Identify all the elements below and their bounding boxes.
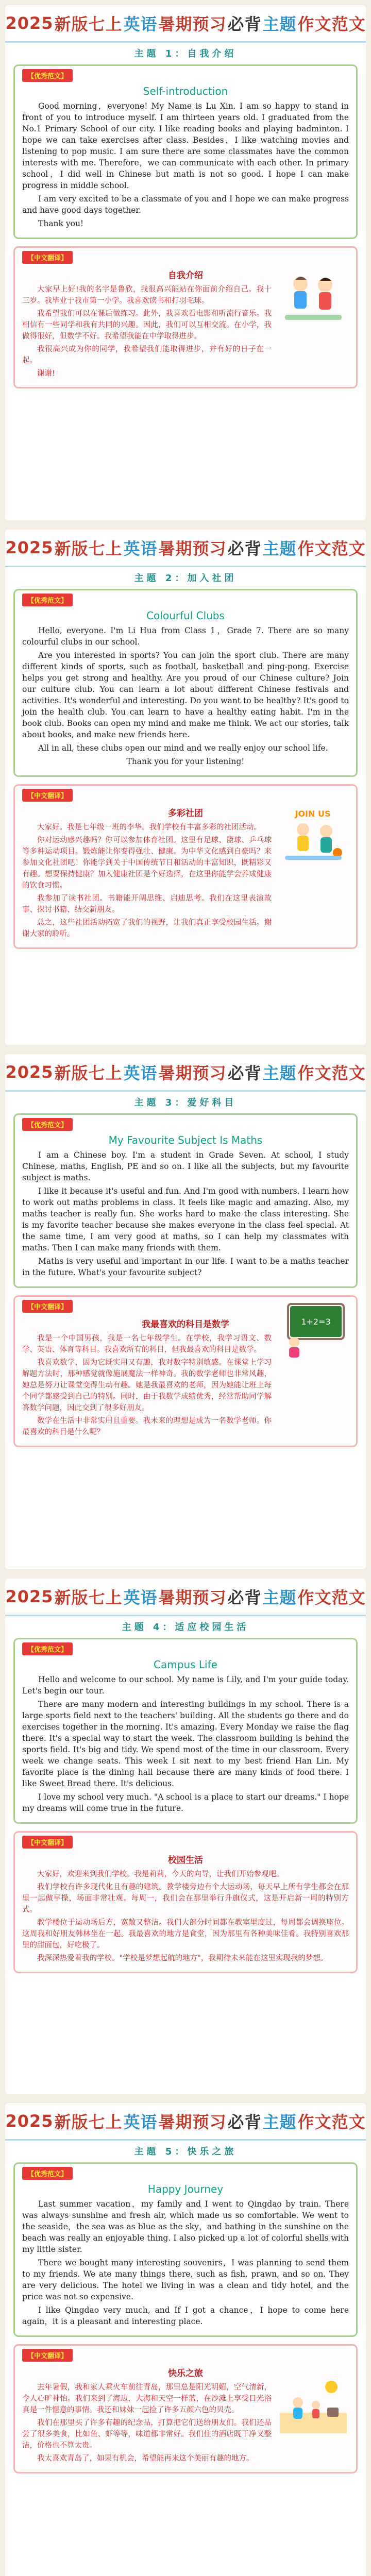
title-part: 作文范文 bbox=[297, 2112, 366, 2132]
english-paragraph: I am very excited to be a classmate of you and I hope we can make progress and have good days together. bbox=[22, 194, 349, 215]
chinese-translation-box bbox=[13, 1295, 358, 1447]
chinese-title: 快乐之旅 bbox=[168, 2368, 203, 2379]
english-paragraph: Hello and welcome to our school. My name is Lily, and I'm your guide today. Let's begin our tour. bbox=[22, 1675, 349, 1696]
title-part: 暑期预习 bbox=[158, 14, 227, 34]
english-paragraph: Thank you for your listening! bbox=[126, 757, 245, 766]
english-tag: 【优秀范文】 bbox=[22, 2167, 73, 2180]
chinese-paragraph: 你对运动感兴趣吗？你可以参加体育社团。这里有足球、篮球、乒乓球等多种运动项目。锻炼能让你变得强壮、健康。为中华文化感到自豪吗？来参加文化社团吧！你能学到关于中国传统节日和活动的丰富知识，既精彩又有趣。想要保持健康？加入健康社团是个好选择，在这里你能学会养成健康的饮食习惯。 bbox=[22, 836, 272, 890]
chinese-paragraph: 我很高兴成为你的同学，我希望我们能取得进步，并有好的日子在一起。 bbox=[22, 345, 272, 365]
chinese-paragraph: 数学在生活中非常实用且重要。我未来的理想是成为一名数学老师。你最喜欢的科目是什么呢？ bbox=[22, 1417, 272, 1436]
chinese-paragraph: 我希望我们可以在课后做练习。此外，我喜欢看电影和听流行音乐。我相信有一些同学和我有共同的兴趣。因此，我们可以互相交流。在小学，我做得很好，但数学不好。我希望我能在中学取得进步。 bbox=[22, 310, 272, 341]
english-essay-box bbox=[13, 1113, 358, 1288]
title-part: 主题 bbox=[262, 1588, 297, 1607]
chinese-text bbox=[22, 1333, 272, 1438]
chinese-tag: 【中文翻译】 bbox=[22, 789, 73, 802]
title-part: 新版七上 bbox=[54, 2112, 123, 2132]
english-paragraph: I like it because it's useful and fun. And I'm good with numbers. I learn how to work out maths problems in class. It feels like magic and amazing. Also, my maths teacher is really fun. She works hard to make the class interesting. She is my favorite teacher because she makes everyone in the class feel special. At the same time, I am very good at maths, so I can help my classmates with maths. Then I can make many friends with them. bbox=[22, 1187, 349, 1252]
english-paragraph: Thank you! bbox=[38, 219, 84, 228]
chinese-title: 多彩社团 bbox=[168, 808, 203, 819]
title-year: 2025 bbox=[5, 2111, 54, 2131]
kids-illustration bbox=[280, 268, 347, 325]
english-text bbox=[22, 1674, 349, 1814]
title-part: 主题 bbox=[262, 1063, 297, 1083]
english-paragraph: Maths is very useful and important in our life. I want to be a maths teacher in the future. What's your favourite subject? bbox=[22, 1257, 349, 1277]
chinese-paragraph: 我参加了读书社团。书籍能开阔思维、启迪思考。我们在这里表演故事、探讨书籍、结交新朋友。 bbox=[22, 894, 272, 914]
chinese-title: 自我介绍 bbox=[168, 270, 203, 281]
section-title-banner bbox=[5, 1054, 366, 1092]
title-year: 2025 bbox=[5, 1062, 54, 1082]
title-year: 2025 bbox=[5, 538, 54, 557]
teacher-blackboard-illustration bbox=[280, 1302, 347, 1359]
title-part: 英语 bbox=[123, 539, 158, 558]
essay-section-1 bbox=[5, 5, 366, 520]
chinese-paragraph: 去年暑假，我和家人乘火车前往青岛，那里总是阳光明媚，空气清新，令人心旷神怡。我们来到了海边，大海和天空一样蓝，在沙滩上享受日光浴真是一件惬意的事情。我还和妹妹一起捡了许多五颜六色的贝壳。 bbox=[22, 2383, 272, 2414]
english-title: Campus Life bbox=[154, 1658, 217, 1671]
english-title: Colourful Clubs bbox=[146, 609, 225, 622]
chinese-paragraph: 我喜欢数学，因为它既实用又有趣，我对数字特别敏感。在课堂上学习解题方法时，那种感觉就像施展魔法一样神奇。我的数学老师也非常风趣，她总是努力让课堂变得生动有趣。她是我最喜欢的老师，因为她能让班上每个同学都感受到自己的特别。同时，由于我数学成绩优秀，经常帮助同学解答数学问题，因此交到了很多好朋友。 bbox=[22, 1359, 272, 1412]
chinese-title: 校园生活 bbox=[168, 1855, 203, 1866]
english-tag: 【优秀范文】 bbox=[22, 1642, 73, 1655]
title-part: 英语 bbox=[123, 1063, 158, 1083]
english-paragraph: I am a Chinese boy. I'm a student in Grade Seven. At school, I study Chinese, maths, English, PE and so on. I like all the subjects, but my favourite subject is maths. bbox=[22, 1150, 349, 1182]
title-part: 暑期预习 bbox=[158, 1063, 227, 1083]
english-title: Happy Journey bbox=[147, 2183, 224, 2195]
chinese-title: 我最喜欢的科目是数学 bbox=[142, 1319, 229, 1330]
chinese-paragraph: 大家好，欢迎来到我们学校。我是莉莉，今天的向导，让我们开始参观吧。 bbox=[37, 1870, 284, 1878]
title-part: 作文范文 bbox=[297, 14, 366, 34]
title-part: 暑期预习 bbox=[158, 539, 227, 558]
english-text bbox=[22, 2198, 349, 2327]
chinese-tag: 【中文翻译】 bbox=[22, 1300, 73, 1313]
section-title-banner bbox=[5, 2103, 366, 2141]
chinese-paragraph: 我深深热爱着我的学校。"学校是梦想起航的地方"，我期待未来能在这里实现我的梦想。 bbox=[37, 1954, 328, 1962]
english-essay-box bbox=[13, 2162, 358, 2337]
title-year: 2025 bbox=[5, 1587, 54, 1606]
chinese-text bbox=[22, 1869, 349, 1964]
english-paragraph: There we bought many interesting souvenirs，I was planning to send them to my friends. We ate many things there, such as fish, prawn, and so on. They are very delicious. The hotel we living in was a clean and tidy hotel, and the price was not so expensive. bbox=[22, 2258, 349, 2301]
essay-section-3 bbox=[5, 1054, 366, 1569]
family-trip-illustration bbox=[280, 2377, 347, 2433]
english-paragraph: Last summer vacation，my family and I went to Qingdao by train. There was always sunshine and fresh air, which made us so comfortable. We went to the seaside，the sea was as blue as the sky，and bathing in the sunshine on the beach was really an enjoyable thing. I also picked up a lot of colorful shells with my little sister. bbox=[22, 2199, 349, 2254]
english-tag: 【优秀范文】 bbox=[22, 594, 73, 606]
english-paragraph: Good morning，everyone! My Name is Lu Xin. I am so happy to stand in front of you to introduce myself. I am thirteen years old. I graduated from the No.1 Primary School of our city. I like reading books and playing badminton. I hope we can take exercises after class. Besides，I like watching movies and listening to pop music. I am sure there are some classmates have the common interests with me. Therefore，we can communicate with each other. In primary school，I did well in Chinese but math is not so good. I hope I can make progress in middle school. bbox=[22, 101, 349, 190]
title-part: 必背 bbox=[227, 1063, 262, 1083]
title-part: 必背 bbox=[227, 2112, 262, 2132]
chinese-tag: 【中文翻译】 bbox=[22, 1836, 73, 1849]
theme-heading: 主题 2：加入社团 bbox=[134, 573, 237, 584]
title-part: 英语 bbox=[123, 14, 158, 34]
english-text bbox=[22, 625, 349, 767]
title-part: 必背 bbox=[227, 539, 262, 558]
title-part: 新版七上 bbox=[54, 539, 123, 558]
english-essay-box bbox=[13, 64, 358, 239]
title-part: 新版七上 bbox=[54, 1063, 123, 1083]
english-title: Self-introduction bbox=[143, 85, 228, 97]
chinese-paragraph: 总之，这些社团活动拓宽了我们的视野，让我们真正享受校园生活。谢谢大家的聆听。 bbox=[22, 919, 272, 938]
chinese-translation-box bbox=[13, 246, 358, 388]
essay-section-4 bbox=[5, 1579, 366, 2094]
section-title-banner bbox=[5, 5, 366, 43]
chinese-paragraph: 教学楼位于运动场后方，宽敞又整洁。我们大部分时间都在教室里度过，每周都会调换座位。这周我和好朋友韩林坐在一起。我最喜欢的地方是食堂，因为那里有各种美味佳肴。我特别喜欢那里的甜面包，好吃极了。 bbox=[22, 1919, 349, 1950]
chinese-paragraph: 大家好。我是七年级一班的李华。我们学校有丰富多彩的社团活动。 bbox=[37, 823, 261, 832]
chinese-tag: 【中文翻译】 bbox=[22, 2349, 73, 2362]
chinese-paragraph: 大家早上好!我的名字是鲁欣，我很高兴能站在你面前介绍自己。我十三岁。我毕业于我市第一小学。我喜欢读书和打羽毛球。 bbox=[22, 285, 272, 305]
chinese-tag: 【中文翻译】 bbox=[22, 251, 73, 264]
chinese-translation-box bbox=[13, 2344, 358, 2473]
title-part: 作文范文 bbox=[297, 1063, 366, 1083]
essay-section-5 bbox=[5, 2103, 366, 2576]
english-paragraph: All in all, these clubs open our mind and we really enjoy our school life. bbox=[38, 743, 328, 753]
title-part: 主题 bbox=[262, 14, 297, 34]
title-part: 新版七上 bbox=[54, 1588, 123, 1607]
english-paragraph: Hello, everyone. I'm Li Hua from Class 1，Grade 7. There are so many colourful clubs in our school. bbox=[22, 626, 349, 647]
title-year: 2025 bbox=[5, 13, 54, 33]
english-essay-box bbox=[13, 1638, 358, 1824]
title-part: 暑期预习 bbox=[158, 1588, 227, 1607]
english-paragraph: Are you interested in sports? You can join the sport club. There are many different kinds of sports, such as football, basketball and ping-pong. Exercise helps you get strong and healthy. Are you proud of our Chinese culture? Join our culture club. You can learn a lot about different Chinese festivals and activities. It's wonderful and interesting. Do you want to be healthy? It's good to join the health club. You can learn to have a healthy eating habit. I'm in the book club. Books can open my mind and make me think. We act our stories, talk about books, and make new friends here. bbox=[22, 651, 349, 739]
title-part: 主题 bbox=[262, 539, 297, 558]
section-title-banner bbox=[5, 530, 366, 567]
chinese-text bbox=[22, 822, 272, 940]
title-part: 必背 bbox=[227, 14, 262, 34]
chinese-paragraph: 我是一个中国男孩，我是一名七年级学生。在学校，我学习语文、数学、英语、体育等科目。我喜欢所有的科目，但我最喜欢的科目是数学。 bbox=[22, 1334, 272, 1354]
chinese-translation-box bbox=[13, 1831, 358, 1973]
title-part: 必背 bbox=[227, 1588, 262, 1607]
join-us-text: JOIN US bbox=[295, 809, 331, 819]
chinese-text bbox=[22, 2382, 272, 2464]
chinese-paragraph: 谢谢! bbox=[37, 369, 55, 378]
theme-heading: 主题 4：适应校园生活 bbox=[122, 1622, 249, 1633]
title-part: 英语 bbox=[123, 2112, 158, 2132]
chinese-text bbox=[22, 284, 272, 379]
english-paragraph: There are many modern and interesting buildings in my school. There is a large sports field next to the teachers' building. All the students go there and do exercises together in the morning. It's amazing. Every Monday we raise the flag there. It's a special way to start the week. The classroom building is behind the sports field. It's big and tidy. We spend most of the time in our classroom. Every week we change seats. This week I sit next to my best friend Han Lin. My favorite place is the dining hall because there are many kinds of food there. I like Sweet Bread there. It's delicious. bbox=[22, 1700, 349, 1788]
english-title: My Favourite Subject Is Maths bbox=[108, 1134, 263, 1146]
english-text bbox=[22, 100, 349, 229]
chinese-paragraph: 我们在那里买了许多有趣的纪念品，打算把它们送给朋友们。我们还品尝了很多美食，比如鱼、虾等等，味道都非常好。我们住的酒店既干净又整洁，价格也不算太贵。 bbox=[22, 2419, 272, 2450]
join-us-illustration bbox=[280, 806, 347, 863]
title-part: 作文范文 bbox=[297, 1588, 366, 1607]
chinese-paragraph: 我太喜欢青岛了，如果有机会，希望能再来这个美丽有趣的地方。 bbox=[37, 2454, 254, 2463]
theme-heading: 主题 1：自我介绍 bbox=[134, 48, 237, 59]
english-text bbox=[22, 1149, 349, 1278]
english-paragraph: I love my school very much. "A school is a place to start our dreams." I hope my dreams will come true in the future. bbox=[22, 1792, 349, 1813]
theme-heading: 主题 3：爱好科目 bbox=[134, 1097, 237, 1108]
chinese-paragraph: 我们学校有许多现代化且有趣的建筑。教学楼旁边有个大运动场，每天早上所有学生都会在那里一起做早操，场面非常壮观。每周一，我们会在那里举行升旗仪式，这是开启新一周的特别方式。 bbox=[22, 1883, 349, 1914]
title-part: 主题 bbox=[262, 2112, 297, 2132]
chinese-translation-box bbox=[13, 784, 358, 949]
title-part: 新版七上 bbox=[54, 14, 123, 34]
section-title-banner bbox=[5, 1579, 366, 1616]
english-essay-box bbox=[13, 589, 358, 777]
svg-text:1+2=3: 1+2=3 bbox=[301, 1317, 331, 1327]
theme-heading: 主题 5：快乐之旅 bbox=[134, 2146, 237, 2157]
english-tag: 【优秀范文】 bbox=[22, 69, 73, 82]
title-part: 英语 bbox=[123, 1588, 158, 1607]
title-part: 作文范文 bbox=[297, 539, 366, 558]
english-paragraph: I like Qingdao very much, and If I got a chance，I hope to come here again，it is a pleasant and interesting place. bbox=[22, 2306, 349, 2326]
title-part: 暑期预习 bbox=[158, 2112, 227, 2132]
essay-section-2 bbox=[5, 530, 366, 1045]
english-tag: 【优秀范文】 bbox=[22, 1118, 73, 1131]
